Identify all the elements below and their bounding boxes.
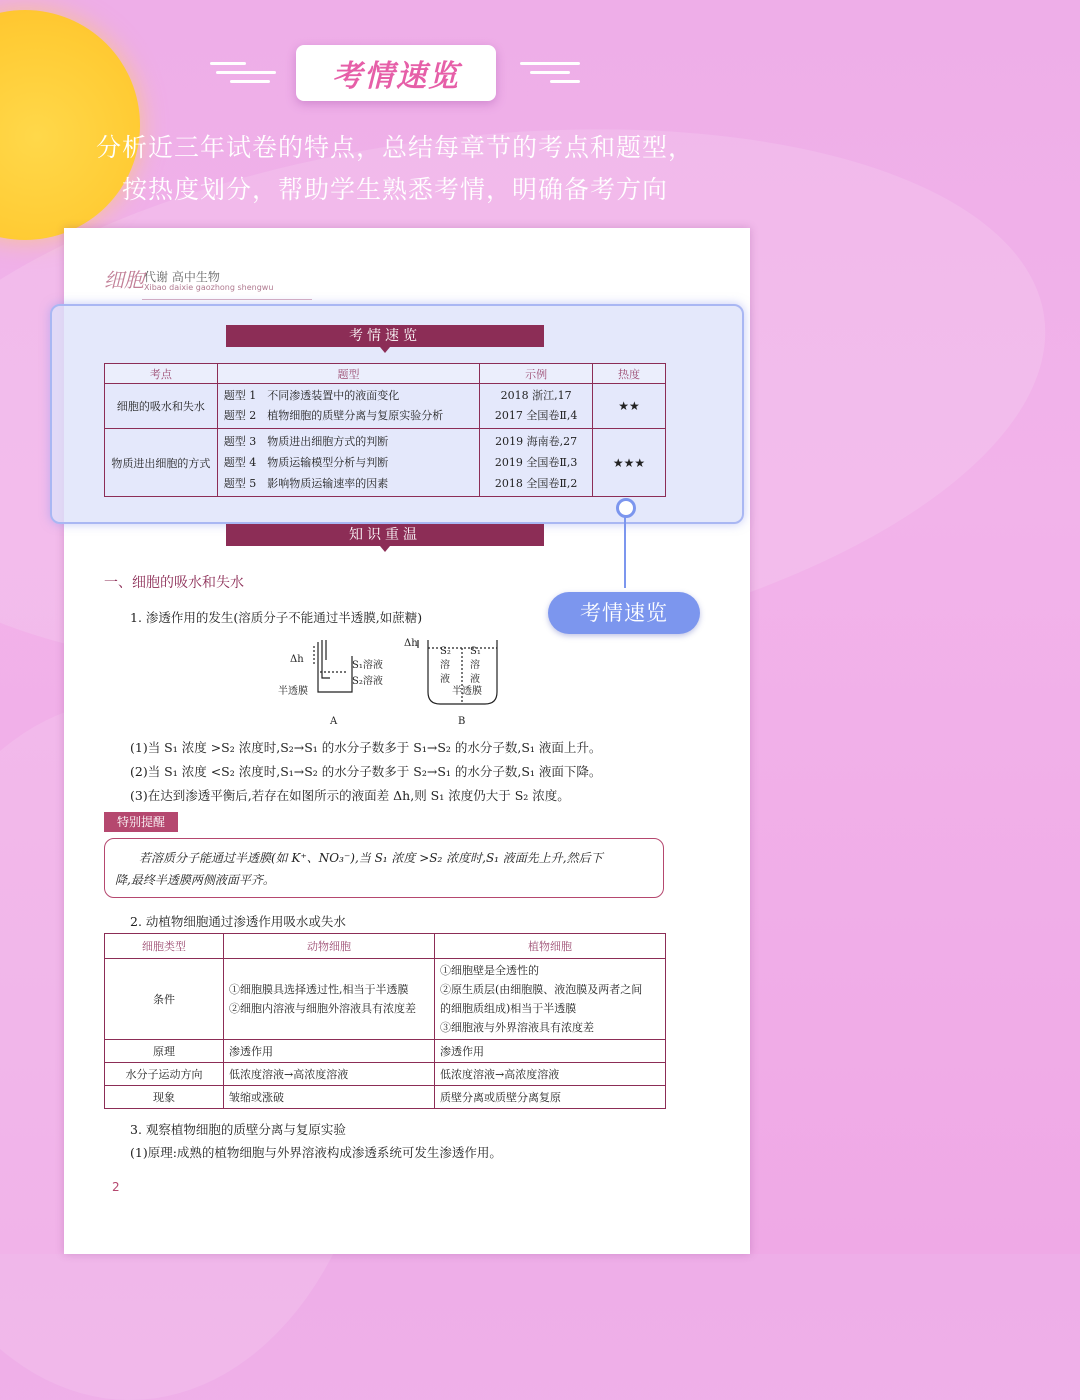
subtitle-line-2: 按热度划分，帮助学生熟悉考情，明确备考方向 [121, 175, 668, 204]
plant-cell: 渗透作用 [435, 1040, 666, 1063]
page-header [104, 264, 274, 293]
cell-comparison-table [104, 933, 666, 1109]
question-type: 题型 3 物质进出细胞方式的判断 [223, 435, 389, 448]
example: 2017 全国卷Ⅱ,4 [494, 409, 578, 422]
paragraph: (3)在达到渗透平衡后,若存在如图所示的液面差 Δh,则 S₁ 浓度仍大于 S₂ 浓度。 [130, 788, 570, 803]
subtitle-line-1: 分析近三年试卷的特点，总结每章节的考点和题型， [95, 133, 694, 162]
row-label: 水分子运动方向 [105, 1063, 224, 1086]
question-type: 题型 1 不同渗透装置中的液面变化 [223, 389, 400, 402]
exam-section-title: 考情速览 [226, 325, 544, 347]
col-header: 动物细胞 [224, 934, 435, 959]
animal-cell: 渗透作用 [224, 1040, 435, 1063]
note-tag: 特别提醒 [104, 812, 178, 832]
col-header: 植物细胞 [435, 934, 666, 959]
question-type: 题型 2 植物细胞的质壁分离与复原实验分析 [223, 409, 444, 422]
animal-cell: 低浓度溶液→高浓度溶液 [224, 1063, 435, 1086]
banner-title: 考情速览 [332, 59, 460, 94]
s2-label: 液 [440, 674, 450, 685]
example: 2019 海南卷,27 [495, 435, 578, 448]
row-label: 条件 [105, 959, 224, 1040]
col-header: 细胞类型 [105, 934, 224, 959]
paragraph: (2)当 S₁ 浓度 <S₂ 浓度时,S₁→S₂ 的水分子数多于 S₂→S₁ 的水分子数,S₁ 液面下降。 [130, 764, 602, 779]
page-number: 2 [112, 1180, 120, 1194]
label-b: B [458, 716, 466, 727]
s1-label: S₁ [470, 646, 481, 657]
plant-condition: ③细胞液与外界溶液具有浓度差 [440, 1021, 594, 1034]
exam-overview-table [104, 363, 666, 497]
note-box [104, 838, 664, 898]
example: 2018 浙江,17 [500, 389, 572, 402]
plant-condition: ①细胞壁是全透性的 [440, 964, 539, 977]
label-a: A [330, 716, 338, 727]
paragraph: (1)原理:成熟的植物细胞与外界溶液构成渗透系统可发生渗透作用。 [130, 1145, 502, 1160]
page-header-pinyin: Xibao daixie gaozhong shengwu [144, 283, 274, 292]
table-row [105, 384, 666, 429]
col-header: 题型 [217, 364, 479, 384]
s2-label: 溶 [440, 660, 450, 671]
callout-connector [624, 508, 626, 588]
knowledge-section-title: 知识重温 [226, 524, 544, 546]
table-row [105, 959, 666, 1040]
note-line: 若溶质分子能通过半透膜(如 K⁺、NO₃⁻),当 S₁ 浓度 >S₂ 浓度时,S₁ 液面先上升,然后下 [139, 851, 603, 865]
paragraph: 2. 动植物细胞通过渗透作用吸水或失水 [130, 914, 346, 929]
plant-condition: ②原生质层(由细胞膜、液泡膜及两者之间 [440, 983, 643, 996]
section-heading: 一、细胞的吸水和失水 [104, 575, 244, 591]
animal-cell: 皱缩或涨破 [224, 1086, 435, 1109]
callout-label: 考情速览 [548, 592, 700, 634]
banner-decoration-right [520, 62, 580, 89]
plant-condition: 的细胞质组成)相当于半透膜 [440, 1002, 577, 1015]
animal-condition: ①细胞膜具选择透过性,相当于半透膜 [229, 983, 409, 996]
example: 2019 全国卷Ⅱ,3 [494, 456, 578, 469]
table-row [105, 1040, 666, 1063]
question-type: 题型 5 影响物质运输速率的因素 [223, 477, 389, 490]
plant-cell: 低浓度溶液→高浓度溶液 [435, 1063, 666, 1086]
row-label: 现象 [105, 1086, 224, 1109]
s1-solution-label: S₁溶液 [352, 660, 383, 671]
membrane-label: 半透膜 [278, 686, 308, 697]
paragraph: (1)当 S₁ 浓度 >S₂ 浓度时,S₂→S₁ 的水分子数多于 S₁→S₂ 的水分子数,S₁ 液面上升。 [130, 740, 602, 755]
callout-pin [616, 498, 636, 518]
s1-label: 液 [470, 674, 480, 685]
plant-cell: 质壁分离或质壁分离复原 [435, 1086, 666, 1109]
topic-cell: 细胞的吸水和失水 [105, 384, 218, 429]
membrane-label: 半透膜 [452, 686, 482, 697]
s2-solution-label: S₂溶液 [352, 676, 383, 687]
page-header-logo: 细胞 [104, 268, 144, 292]
table-row [105, 429, 666, 497]
table-row [105, 1063, 666, 1086]
osmosis-diagram [278, 632, 510, 727]
banner-decoration-left [210, 62, 276, 89]
heat-rating: ★★ [593, 384, 666, 429]
topic-cell: 物质进出细胞的方式 [105, 429, 218, 497]
col-header: 热度 [593, 364, 666, 384]
question-type: 题型 4 物质运输模型分析与判断 [223, 456, 389, 469]
heat-rating: ★★★ [593, 429, 666, 497]
col-header: 考点 [105, 364, 218, 384]
s1-label: 溶 [470, 660, 480, 671]
page-header-title: 代谢 高中生物 [144, 270, 220, 284]
paragraph: 1. 渗透作用的发生(溶质分子不能通过半透膜,如蔗糖) [130, 610, 423, 625]
s2-label: S₂ [440, 646, 451, 657]
delta-h-label: Δh [290, 654, 304, 665]
table-row [105, 1086, 666, 1109]
banner [296, 45, 496, 101]
delta-h-label: Δh [404, 638, 418, 649]
example: 2018 全国卷Ⅱ,2 [494, 477, 578, 490]
col-header: 示例 [480, 364, 593, 384]
note-line: 降,最终半透膜两侧液面平齐。 [115, 873, 275, 887]
divider [142, 299, 312, 300]
row-label: 原理 [105, 1040, 224, 1063]
paragraph: 3. 观察植物细胞的质壁分离与复原实验 [130, 1122, 346, 1137]
animal-condition: ②细胞内溶液与细胞外溶液具有浓度差 [229, 1002, 416, 1015]
